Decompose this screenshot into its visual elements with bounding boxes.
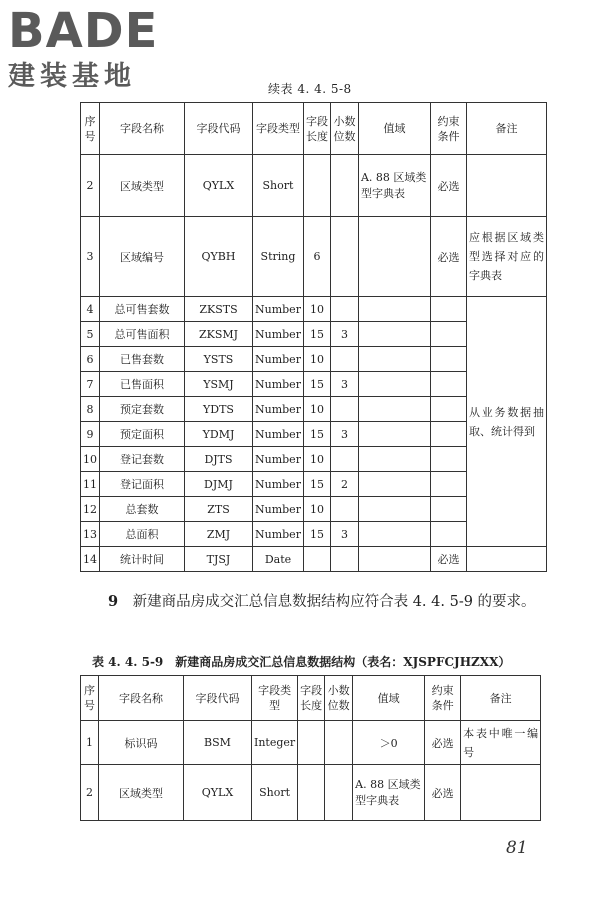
table1-header-row [81,103,547,155]
cell-no: 2 [81,155,100,217]
cell-length: 10 [303,347,330,372]
cell-type: Number [253,347,304,372]
cell-type: Number [253,397,304,422]
cell-name: 预定套数 [100,397,185,422]
paragraph-text: 新建商品房成交汇总信息数据结构应符合表 4. 4. 5-9 的要求。 [132,594,536,610]
cell-name: 统计时间 [100,547,185,572]
cell-decimal [330,447,358,472]
cell-length [298,721,325,765]
cell-length: 10 [303,447,330,472]
logo-wordmark: BADE [8,3,159,59]
cell-constraint: 必选 [430,155,466,217]
cell-name: 标识码 [99,721,184,765]
cell-note [461,765,541,821]
cell-no: 10 [81,447,100,472]
body-paragraph [80,590,540,614]
cell-length: 15 [303,372,330,397]
cell-decimal: 2 [330,472,358,497]
cell-type: Number [253,422,304,447]
cell-decimal [330,155,358,217]
paragraph-number: 9 [108,593,119,610]
cell-code: TJSJ [185,547,253,572]
col-header: 值域 [353,676,425,721]
cell-length: 10 [303,497,330,522]
cell-length: 6 [303,217,330,297]
cell-domain [358,372,430,397]
cell-domain [358,447,430,472]
cell-length: 15 [303,522,330,547]
table2 [80,675,541,821]
col-header: 备注 [461,676,541,721]
cell-domain [358,547,430,572]
cell-domain [358,422,430,447]
cell-type: Number [253,522,304,547]
table-row [81,297,547,322]
cell-constraint [430,522,466,547]
merged-note-cell: 从业务数据抽取、统计得到 [466,297,546,547]
col-header: 备注 [466,103,546,155]
cell-no: 9 [81,422,100,447]
cell-no: 13 [81,522,100,547]
cell-length [303,155,330,217]
cell-domain [358,347,430,372]
cell-domain [358,322,430,347]
cell-domain [358,497,430,522]
cell-length: 15 [303,422,330,447]
col-header: 字段类型 [252,676,298,721]
table-row [81,217,547,297]
cell-decimal [330,547,358,572]
cell-constraint [430,372,466,397]
col-header: 字段类型 [253,103,304,155]
col-header: 序号 [81,103,100,155]
cell-name: 总套数 [100,497,185,522]
table-row [81,547,547,572]
cell-constraint [430,297,466,322]
cell-name: 登记套数 [100,447,185,472]
cell-no: 3 [81,217,100,297]
cell-length: 10 [303,297,330,322]
cell-length [303,547,330,572]
col-header: 字段长度 [298,676,325,721]
cell-length: 15 [303,322,330,347]
col-header: 序号 [81,676,99,721]
cell-code: YDMJ [185,422,253,447]
cell-decimal [330,217,358,297]
cell-no: 5 [81,322,100,347]
cell-no: 12 [81,497,100,522]
col-header: 字段长度 [303,103,330,155]
cell-code: YDTS [185,397,253,422]
cell-constraint [430,322,466,347]
cell-decimal [330,497,358,522]
cell-type: Integer [252,721,298,765]
cell-type: Number [253,472,304,497]
cell-no: 2 [81,765,99,821]
cell-code: DJTS [185,447,253,472]
cell-note [466,155,546,217]
cell-domain [358,472,430,497]
col-header: 字段名称 [100,103,185,155]
cell-type: Short [253,155,304,217]
cell-domain: A. 88 区域类型字典表 [358,155,430,217]
page-number: 81 [506,838,528,858]
cell-constraint [430,447,466,472]
cell-constraint [430,497,466,522]
cell-name: 已售面积 [100,372,185,397]
cell-note: 应根据区域类型选择对应的字典表 [466,217,546,297]
col-header: 值域 [358,103,430,155]
cell-decimal: 3 [330,322,358,347]
cell-code: YSTS [185,347,253,372]
cell-decimal [330,347,358,372]
cell-code: ZKSTS [185,297,253,322]
cell-type: Date [253,547,304,572]
cell-note: 本表中唯一编号 [461,721,541,765]
col-header: 字段代码 [184,676,252,721]
cell-no: 7 [81,372,100,397]
cell-code: QYBH [185,217,253,297]
cell-code: BSM [184,721,252,765]
col-header: 字段代码 [185,103,253,155]
cell-no: 11 [81,472,100,497]
cell-constraint: 必选 [425,721,461,765]
cell-name: 总可售套数 [100,297,185,322]
cell-no: 6 [81,347,100,372]
cell-domain [358,522,430,547]
table2-caption: 表 4. 4. 5-9 新建商品房成交汇总信息数据结构（表名：XJSPFCJHZXX） [92,655,511,669]
cell-decimal: 3 [330,372,358,397]
cell-name: 区域编号 [100,217,185,297]
cell-type: Number [253,322,304,347]
cell-length: 10 [303,397,330,422]
cell-no: 4 [81,297,100,322]
publisher-logo [8,3,178,92]
cell-name: 总面积 [100,522,185,547]
cell-domain: ＞0 [353,721,425,765]
cell-name: 预定面积 [100,422,185,447]
cell-constraint [430,422,466,447]
cell-domain: A. 88 区域类型字典表 [353,765,425,821]
cell-constraint [430,347,466,372]
cell-decimal [330,297,358,322]
table2-header-row [81,676,541,721]
cell-type: Short [252,765,298,821]
col-header: 小数位数 [325,676,353,721]
cell-name: 登记面积 [100,472,185,497]
cell-domain [358,217,430,297]
col-header: 小数位数 [330,103,358,155]
cell-type: Number [253,372,304,397]
cell-domain [358,297,430,322]
cell-name: 区域类型 [100,155,185,217]
cell-decimal [330,397,358,422]
col-header: 字段名称 [99,676,184,721]
cell-name: 总可售面积 [100,322,185,347]
cell-decimal: 3 [330,522,358,547]
cell-constraint: 必选 [425,765,461,821]
cell-type: String [253,217,304,297]
cell-code: ZKSMJ [185,322,253,347]
cell-constraint [430,472,466,497]
cell-name: 已售套数 [100,347,185,372]
cell-code: QYLX [184,765,252,821]
cell-code: ZMJ [185,522,253,547]
cell-decimal [325,721,353,765]
cell-name: 区域类型 [99,765,184,821]
cell-constraint [430,397,466,422]
cell-constraint: 必选 [430,217,466,297]
cell-constraint: 必选 [430,547,466,572]
col-header: 约束条件 [430,103,466,155]
cell-no: 8 [81,397,100,422]
cell-type: Number [253,297,304,322]
cell-code: DJMJ [185,472,253,497]
cell-no: 1 [81,721,99,765]
cell-length: 15 [303,472,330,497]
cell-no: 14 [81,547,100,572]
table1 [80,102,547,572]
cell-type: Number [253,497,304,522]
cell-decimal: 3 [330,422,358,447]
cell-code: YSMJ [185,372,253,397]
table-row [81,765,541,821]
table-row [81,155,547,217]
cell-domain [358,397,430,422]
cell-length [298,765,325,821]
logo-subtitle: 建装基地 [8,61,136,92]
cell-type: Number [253,447,304,472]
table1-caption: 续表 4. 4. 5-8 [268,82,352,96]
cell-code: QYLX [185,155,253,217]
cell-decimal [325,765,353,821]
cell-note [466,547,546,572]
table-row [81,721,541,765]
col-header: 约束条件 [425,676,461,721]
cell-code: ZTS [185,497,253,522]
